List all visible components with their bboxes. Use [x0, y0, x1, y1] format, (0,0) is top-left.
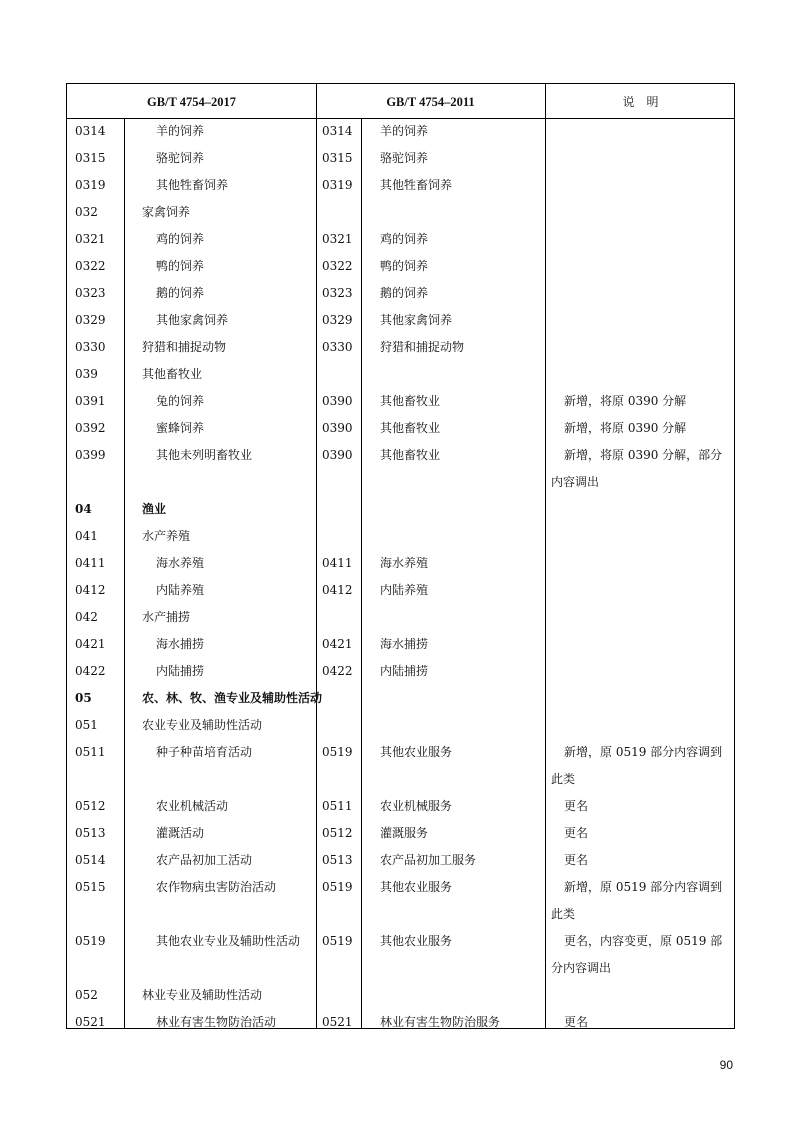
name-2017: 鸡的饲养: [156, 232, 205, 246]
table-row: [67, 442, 734, 489]
code-2017: 0515: [75, 880, 106, 894]
name-2011: 鸭的饲养: [380, 259, 429, 273]
code-2017: 0519: [75, 934, 106, 948]
name-2011: 灌溉服务: [380, 826, 429, 840]
name-2011: 其他农业服务: [380, 934, 453, 948]
name-2017: 内陆捕捞: [156, 664, 205, 678]
name-2011: 海水养殖: [380, 556, 429, 570]
code-2011: 0322: [322, 259, 353, 273]
note: 新增，原 0519 部分内容调到此类: [551, 745, 723, 786]
name-2017: 内陆养殖: [156, 583, 205, 597]
note: 更名: [564, 799, 589, 813]
code-2017: 0511: [75, 745, 106, 759]
code-2011: 0412: [322, 583, 353, 597]
name-2017: 其他农业专业及辅助性活动: [156, 934, 301, 948]
code-2017: 0411: [75, 556, 106, 570]
name-2017: 渔业: [142, 502, 167, 516]
table-row: [67, 361, 734, 388]
name-2011: 农业机械服务: [380, 799, 453, 813]
table-row: [67, 226, 734, 253]
name-2011: 其他农业服务: [380, 745, 453, 759]
table-row: [67, 820, 734, 847]
page-number: 90: [719, 1058, 733, 1072]
table-row: [67, 118, 734, 145]
name-2011: 其他畜牧业: [380, 394, 441, 408]
table-row: [67, 415, 734, 442]
note: 新增，原 0519 部分内容调到此类: [551, 880, 723, 921]
code-2011: 0314: [322, 124, 353, 138]
name-2017: 农、林、牧、渔专业及辅助性活动: [142, 691, 323, 705]
code-2017: 0315: [75, 151, 106, 165]
name-2017: 骆驼饲养: [156, 151, 205, 165]
code-2017: 0412: [75, 583, 106, 597]
code-2011: 0330: [322, 340, 353, 354]
code-2017: 0392: [75, 421, 106, 435]
name-2017: 狩猎和捕捉动物: [142, 340, 227, 354]
header-gbt-2011: GB/T 4754–2011: [386, 95, 475, 109]
code-2011: 0422: [322, 664, 353, 678]
code-2017: 0421: [75, 637, 106, 651]
name-2017: 水产捕捞: [142, 610, 191, 624]
code-2017: 0521: [75, 1015, 106, 1029]
note: 更名: [564, 826, 589, 840]
code-2011: 0390: [322, 448, 353, 462]
code-2011: 0521: [322, 1015, 353, 1029]
table-row: [67, 280, 734, 307]
code-2017: 0422: [75, 664, 106, 678]
code-2017: 0399: [75, 448, 106, 462]
table-row: [67, 145, 734, 172]
code-2017: 0319: [75, 178, 106, 192]
name-2011: 狩猎和捕捉动物: [380, 340, 465, 354]
code-2011: 0512: [322, 826, 353, 840]
table-row: [67, 928, 734, 975]
code-2017: 0330: [75, 340, 106, 354]
note: 更名，内容变更，原 0519 部分内容调出: [551, 934, 723, 975]
name-2017: 林业有害生物防治活动: [156, 1015, 277, 1029]
name-2011: 其他家禽饲养: [380, 313, 453, 327]
name-2017: 家禽饲养: [142, 205, 191, 219]
name-2011: 内陆养殖: [380, 583, 429, 597]
name-2011: 其他农业服务: [380, 880, 453, 894]
name-2011: 其他牲畜饲养: [380, 178, 453, 192]
name-2017: 鹅的饲养: [156, 286, 205, 300]
code-2011: 0321: [322, 232, 353, 246]
code-2017: 039: [75, 367, 98, 381]
name-2011: 骆驼饲养: [380, 151, 429, 165]
name-2017: 水产养殖: [142, 529, 191, 543]
table-row: [67, 712, 734, 739]
code-2017: 052: [75, 988, 98, 1002]
name-2017: 林业专业及辅助性活动: [142, 988, 263, 1002]
code-2017: 0513: [75, 826, 106, 840]
header-gbt-2017: GB/T 4754–2017: [146, 95, 237, 109]
name-2011: 海水捕捞: [380, 637, 429, 651]
code-2011: 0519: [322, 880, 353, 894]
classification-table: [66, 83, 735, 1029]
table-row: [67, 523, 734, 550]
code-2017: 0321: [75, 232, 106, 246]
name-2011: 羊的饲养: [380, 124, 429, 138]
table-row: [67, 847, 734, 874]
name-2017: 种子种苗培育活动: [156, 745, 253, 759]
table-row: [67, 172, 734, 199]
table-row: [67, 577, 734, 604]
code-2017: 051: [75, 718, 98, 732]
name-2017: 蜜蜂饲养: [156, 421, 205, 435]
code-2011: 0390: [322, 394, 353, 408]
name-2017: 海水捕捞: [156, 637, 205, 651]
table-row: [67, 550, 734, 577]
table-row: [67, 739, 734, 786]
name-2011: 林业有害生物防治服务: [380, 1015, 501, 1029]
code-2011: 0421: [322, 637, 353, 651]
note: 新增，将原 0390 分解: [564, 421, 687, 435]
table-row: [67, 631, 734, 658]
table-row: [67, 307, 734, 334]
code-2011: 0329: [322, 313, 353, 327]
name-2017: 兔的饲养: [156, 394, 205, 408]
table-row: [67, 388, 734, 415]
name-2011: 其他畜牧业: [380, 421, 441, 435]
code-2017: 05: [75, 691, 92, 705]
code-2011: 0511: [322, 799, 353, 813]
table-row: [67, 253, 734, 280]
name-2017: 羊的饲养: [156, 124, 205, 138]
code-2011: 0390: [322, 421, 353, 435]
name-2017: 农业专业及辅助性活动: [142, 718, 263, 732]
table-row: [67, 604, 734, 631]
table-row: [67, 874, 734, 921]
code-2017: 0391: [75, 394, 106, 408]
code-2017: 0329: [75, 313, 106, 327]
code-2011: 0315: [322, 151, 353, 165]
table-row: [67, 496, 734, 523]
table-row: [67, 658, 734, 685]
code-2011: 0519: [322, 934, 353, 948]
code-2017: 0512: [75, 799, 106, 813]
name-2017: 其他家禽饲养: [156, 313, 229, 327]
table-row: [67, 1009, 734, 1036]
code-2011: 0519: [322, 745, 353, 759]
code-2011: 0323: [322, 286, 353, 300]
note: 更名: [564, 853, 589, 867]
name-2011: 鹅的饲养: [380, 286, 429, 300]
name-2017: 灌溉活动: [156, 826, 205, 840]
table-row: [67, 199, 734, 226]
table-row: [67, 982, 734, 1009]
code-2017: 042: [75, 610, 98, 624]
note: 新增，将原 0390 分解，部分内容调出: [551, 448, 723, 489]
header-note: 说 明: [622, 95, 659, 109]
table-header: [67, 84, 734, 119]
name-2017: 其他牲畜饲养: [156, 178, 229, 192]
name-2011: 农产品初加工服务: [380, 853, 477, 867]
code-2017: 04: [75, 502, 92, 516]
name-2017: 其他未列明畜牧业: [156, 448, 253, 462]
code-2011: 0513: [322, 853, 353, 867]
table-row: [67, 334, 734, 361]
code-2017: 032: [75, 205, 98, 219]
code-2017: 0314: [75, 124, 106, 138]
table-row: [67, 685, 734, 712]
code-2017: 0322: [75, 259, 106, 273]
name-2017: 鸭的饲养: [156, 259, 205, 273]
name-2017: 农产品初加工活动: [156, 853, 253, 867]
name-2017: 其他畜牧业: [142, 367, 203, 381]
table-row: [67, 793, 734, 820]
code-2017: 0323: [75, 286, 106, 300]
code-2011: 0411: [322, 556, 353, 570]
code-2017: 0514: [75, 853, 106, 867]
name-2017: 海水养殖: [156, 556, 205, 570]
name-2011: 内陆捕捞: [380, 664, 429, 678]
code-2011: 0319: [322, 178, 353, 192]
name-2011: 鸡的饲养: [380, 232, 429, 246]
name-2017: 农业机械活动: [156, 799, 229, 813]
note: 更名: [564, 1015, 589, 1029]
name-2017: 农作物病虫害防治活动: [156, 880, 277, 894]
note: 新增，将原 0390 分解: [564, 394, 687, 408]
code-2017: 041: [75, 529, 98, 543]
name-2011: 其他畜牧业: [380, 448, 441, 462]
